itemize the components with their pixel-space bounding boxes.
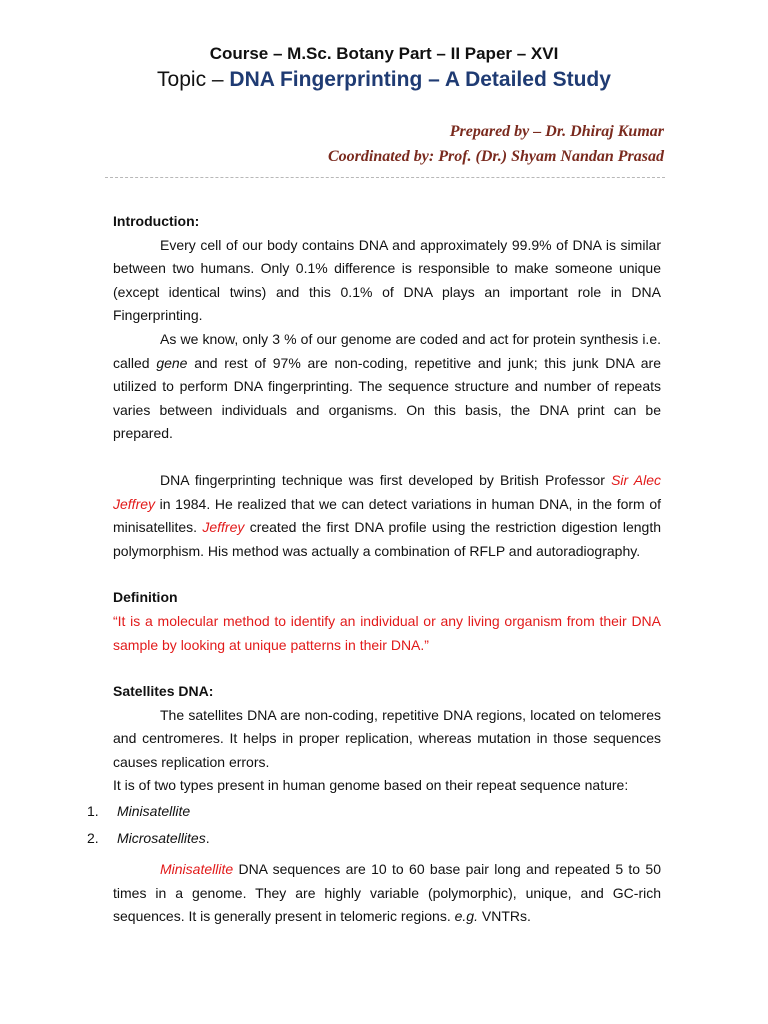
definition-heading: Definition (113, 589, 178, 606)
minisatellite-paragraph (113, 858, 661, 929)
introduction-heading: Introduction: (113, 213, 200, 229)
list-item (87, 798, 661, 825)
coordinated-by: Coordinated by: Prof. (Dr.) Shyam Nandan Prasad (327, 148, 664, 165)
topic-prefix: Topic – (157, 68, 230, 91)
list-number: 2. (87, 830, 99, 847)
minisatellite-term: Minisatellite (160, 861, 234, 878)
list-number: 1. (87, 803, 99, 820)
satellites-paragraph-2: It is of two types present in human genome based on their repeat sequence nature: (113, 777, 629, 794)
introduction-paragraph-1: Every cell of our body contains DNA and approximately 99.9% of DNA is similar between two humans. Only 0.1% difference is responsible to make someone unique (except identical twins) and this 0.1% of DNA plays an important role in DNA Fingerprinting. (113, 236, 661, 324)
text-run: DNA fingerprinting technique was first developed by British Professor (160, 471, 612, 488)
satellite-types-list (87, 798, 661, 852)
example-abbrev: e.g. (454, 908, 478, 925)
satellites-paragraph-1: The satellites DNA are non-coding, repetitive DNA regions, located on telomeres and centromeres. It helps in proper replication, whereas mutation in those sequences causes replication errors. (113, 706, 661, 770)
spacer (113, 563, 661, 586)
definition-quote: “It is a molecular method to identify an individual or any living organism from their DNA sample by looking at unique patterns in their DNA.” (113, 612, 661, 653)
text-run: created the first DNA profile using the restriction digestion length polymorphism. His method was actually a combination of RFLP and autoradiography. (113, 519, 662, 559)
scientist-name: Sir Alec Jeffrey (113, 471, 661, 512)
introduction-paragraph-3 (113, 469, 661, 563)
prepared-by: Prepared by – Dr. Dhiraj Kumar (449, 123, 664, 140)
introduction-paragraph-2 (113, 328, 661, 446)
scientist-name-short: Jeffrey (202, 519, 245, 536)
list-item (87, 825, 661, 852)
list-label: Microsatellites (117, 830, 206, 847)
text-run: VNTRs. (477, 908, 531, 925)
spacer (113, 657, 661, 680)
course-title: Course – M.Sc. Botany Part – II Paper – XVI (209, 44, 559, 63)
text-run: As we know, only 3 % of our genome are coded and act for protein synthesis i.e. called (113, 330, 661, 371)
document-body (87, 210, 662, 929)
gene-term: gene (156, 354, 188, 371)
header-divider (105, 177, 665, 178)
text-run: in 1984. He realized that we can detect variations in human DNA, in the form of minisatellites. (113, 495, 661, 536)
text-run: DNA sequences are 10 to 60 base pair long and repeated 5 to 50 times in a genome. They are highly variable (polymorphic), unique, and GC-rich sequences. It is generally present in telomeric regions. (113, 861, 661, 925)
list-label: Minisatellite (117, 803, 191, 820)
satellites-heading: Satellites DNA: (113, 683, 214, 700)
spacer (113, 446, 661, 469)
list-suffix: . (205, 830, 210, 847)
topic-title (0, 68, 768, 92)
topic-highlight: DNA Fingerprinting – A Detailed Study (229, 68, 611, 91)
text-run: and rest of 97% are non-coding, repetitive and junk; this junk DNA are utilized to perform DNA fingerprinting. The sequence structure and number of repeats varies between individuals and organisms. On this basis, the DNA print can be prepared. (113, 354, 661, 442)
